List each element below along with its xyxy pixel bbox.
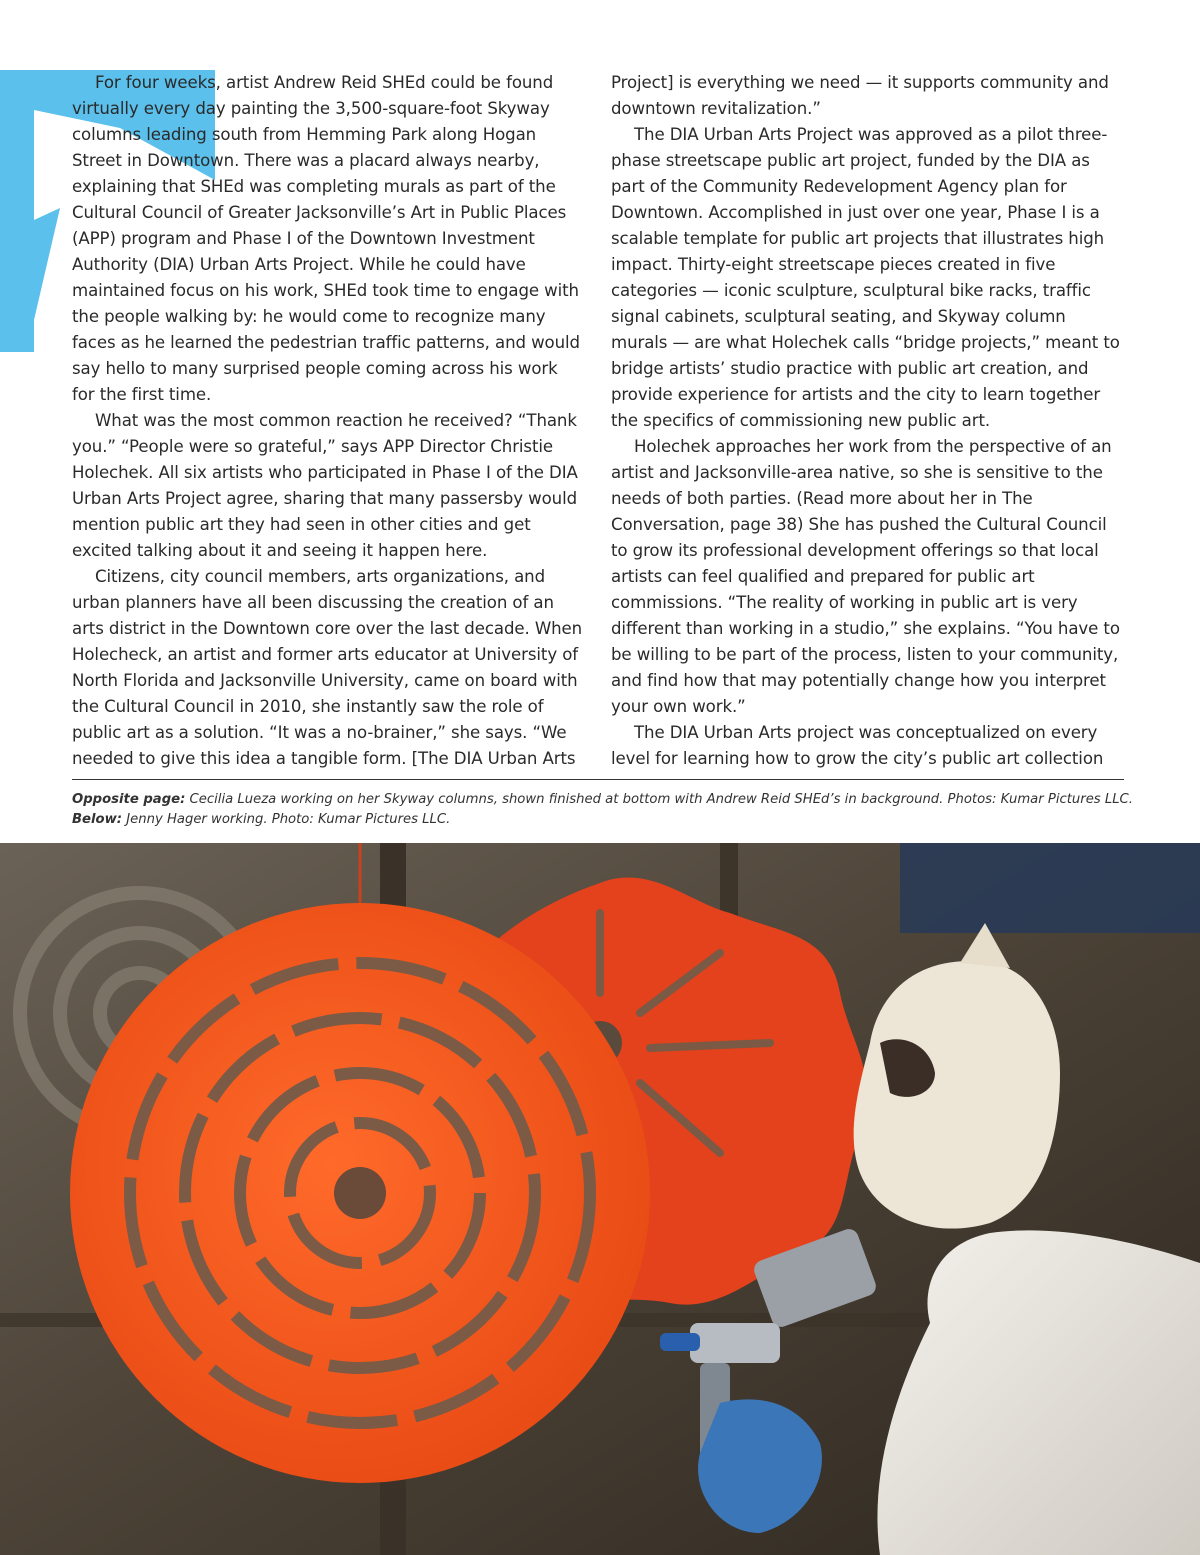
caption-label: Opposite page: (72, 792, 186, 807)
photo-illustration (0, 843, 1200, 1555)
caption-opposite-page (72, 790, 1132, 810)
paragraph: The DIA Urban Arts Project was approved as a pilot three-phase streetscape public art project, funded by the DIA as part of the Community Redevelopment Agency plan for Downtown. Accomplished in just over one year, Phase I is a scalable template for public art projects that illustrates high impact. Thirty-eight streetscape pieces created in five categories — iconic sculpture, sculptural bike racks, traffic signal cabinets, sculptural seating, and Skyway column murals — are what Holechek calls “bridge projects,” meant to bridge artists’ studio practice with public art creation, and provide experience for artists and the city to learn together the specifics of commissioning new public art. (611, 125, 1120, 430)
paragraph: The DIA Urban Arts project was conceptualized on every level for learning how to grow the city’s public art collection (611, 723, 1104, 768)
photo-artist-spray-painting (0, 843, 1200, 1555)
paragraph: Holechek approaches her work from the perspective of an artist and Jacksonville-area native, so she is sensitive to the needs of both parties. (Read more about her in The Conversation, page 38) She has pushed the Cultural Council to grow its professional development offerings so that local artists can feel qualified and prepared for public art commissions. “The reality of working in public art is very different than working in a studio,” she explains. “You have to be willing to be part of the process, listen to your community, and find how that may potentially change how you interpret your own work.” (611, 437, 1120, 716)
caption-label: Below: (72, 812, 123, 827)
paragraph: For four weeks, artist Andrew Reid SHEd could be found virtually every day painting the 3,500-square-foot Skyway columns leading south from Hemming Park along Hogan Street in Downtown. There was a placard always nearby, explaining that SHEd was completing murals as part of the Cultural Council of Greater Jacksonville’s Art in Public Places (APP) program and Phase I of the Downtown Investment Authority (DIA) Urban Arts Project. While he could have maintained focus on his work, SHEd took time to engage with the people walking by: he would come to recognize many faces as he learned the pedestrian traffic patterns, and would say hello to many surprised people coming across his work for the first time. (72, 73, 580, 404)
caption-text: Cecilia Lueza working on her Skyway columns, shown finished at bottom with Andrew Reid SHEd’s in background. Photos: Kumar Pictures LLC. (185, 792, 1133, 807)
caption-text: Jenny Hager working. Photo: Kumar Pictures LLC. (122, 812, 451, 827)
paragraph: Citizens, city council members, arts organizations, and urban planners have all been discussing the creation of an arts district in the Downtown core over the last decade. When Holecheck, an artist and former arts educator at University of North Florida and Jacksonville University, came on board with the Cultural Council in 2010, she instantly saw the role of public art as a solution. “It was a no-brainer,” she says. “We needed to give this idea a tangible form. [The DIA Urban Arts (72, 567, 583, 768)
caption-below (72, 810, 1132, 830)
article-column-right (611, 70, 1124, 770)
article-column-left (72, 70, 585, 770)
paragraph: What was the most common reaction he received? “Thank you.” “People were so grateful,” says APP Director Christie Holechek. All six artists who participated in Phase I of the DIA Urban Arts Project agree, sharing that many passersby would mention public art they had seen in other cities and get excited talking about it and seeing it happen here. (72, 411, 578, 560)
article-body (72, 70, 1124, 770)
paragraph: Project] is everything we need — it supports community and downtown revitalization.” (611, 73, 1109, 118)
caption-divider (72, 779, 1124, 780)
photo-captions (72, 790, 1132, 830)
